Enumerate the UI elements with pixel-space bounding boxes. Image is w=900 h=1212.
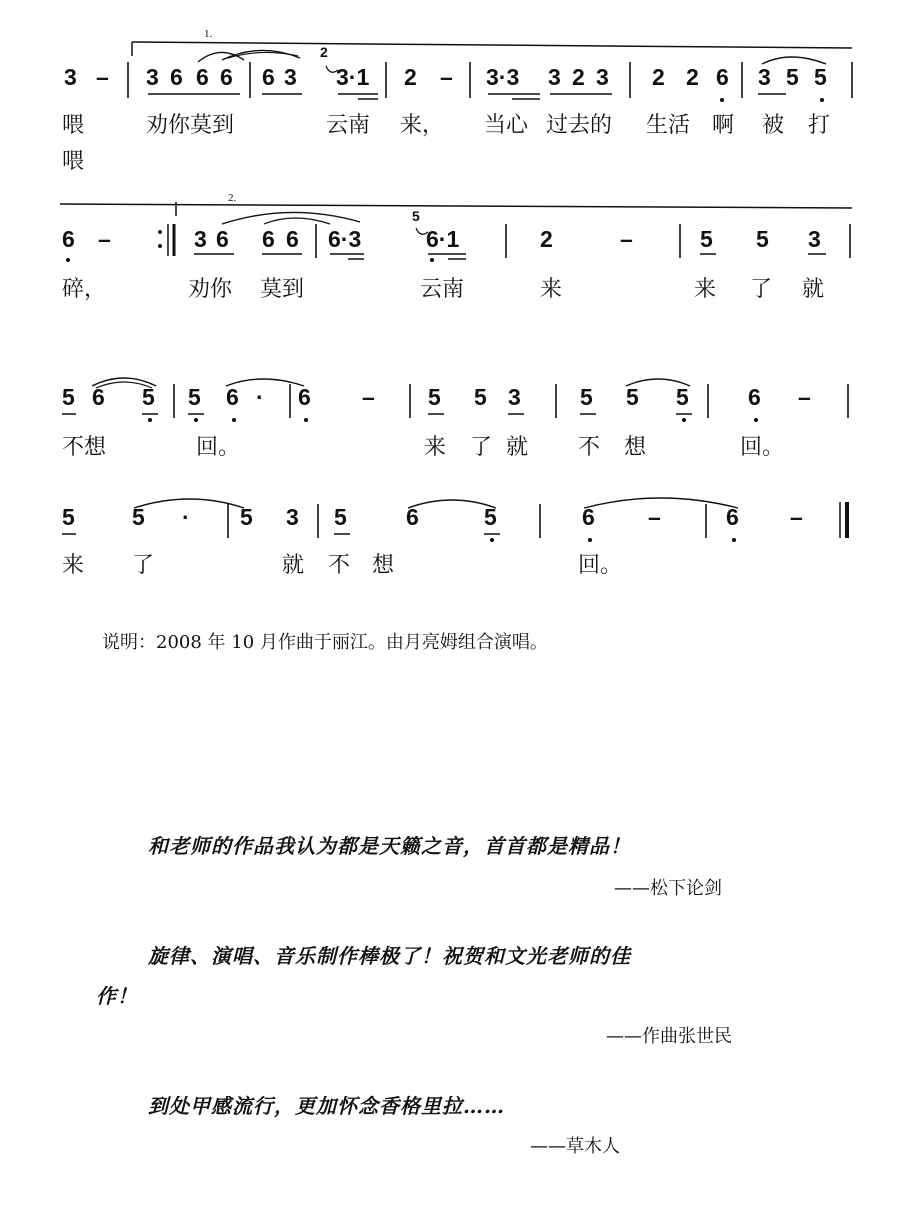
lyric: 就 xyxy=(506,435,529,460)
lyric: 啊 xyxy=(712,113,735,138)
grace-note: 5 xyxy=(412,208,420,224)
note: 3 xyxy=(194,226,207,252)
aug-dot: · xyxy=(182,504,190,530)
note: 6 xyxy=(196,64,209,90)
note: 3 xyxy=(758,64,771,90)
note: 6 xyxy=(748,384,761,410)
note: 6 xyxy=(726,504,739,530)
lyric: 想 xyxy=(372,553,395,578)
note: 6 xyxy=(220,64,233,90)
note: 3 xyxy=(284,64,297,90)
dash: – xyxy=(98,226,111,252)
comment-text-continued: 作！ xyxy=(96,984,138,1008)
lyric: 就 xyxy=(802,277,825,302)
note: 5 xyxy=(62,384,75,410)
volta-1-label: 1. xyxy=(204,28,213,40)
note: 3 xyxy=(596,64,609,90)
dash: – xyxy=(798,384,811,410)
note: 2 xyxy=(572,64,585,90)
lyric: 云南 xyxy=(420,277,465,302)
note: 2 xyxy=(686,64,699,90)
lyric: 不想 xyxy=(62,435,107,460)
lyric: 过去的 xyxy=(546,113,613,138)
note: 6·1 xyxy=(426,226,460,252)
note: 6 xyxy=(406,504,419,530)
lyric: 不 xyxy=(578,435,601,460)
note: 5 xyxy=(580,384,593,410)
note: 5 xyxy=(62,504,75,530)
lyric: 当心 xyxy=(484,113,529,138)
note: 6 xyxy=(62,226,75,252)
lyric: 了 xyxy=(470,435,493,460)
note: 5 xyxy=(334,504,347,530)
lyric: 了 xyxy=(132,553,155,578)
comment-author: ——松下论剑 xyxy=(614,878,722,899)
dash: – xyxy=(362,384,375,410)
note: 6 xyxy=(716,64,729,90)
note: 5 xyxy=(814,64,827,90)
note: 3 xyxy=(286,504,299,530)
note: 6 xyxy=(262,64,275,90)
lyric: 回。 xyxy=(196,435,241,460)
dash: – xyxy=(648,504,661,530)
lyric: 被 xyxy=(762,113,785,138)
lyric: 莫到 xyxy=(260,277,305,302)
score-line-3-graphics xyxy=(0,360,900,440)
lyric: 劝你 xyxy=(188,277,233,302)
note: 5 xyxy=(132,504,145,530)
note: 6 xyxy=(216,226,229,252)
note: 3 xyxy=(64,64,77,90)
comment-text: 和老师的作品我认为都是天籁之音，首首都是精品！ xyxy=(148,834,631,858)
lyric: 来 xyxy=(540,277,563,302)
music-score xyxy=(0,0,900,600)
note: 6 xyxy=(298,384,311,410)
note: 3 xyxy=(808,226,821,252)
lyric: 来 xyxy=(694,277,717,302)
note: 6 xyxy=(226,384,239,410)
lyric: 生活 xyxy=(646,113,691,138)
note: 5 xyxy=(756,226,769,252)
lyric: 回。 xyxy=(578,553,623,578)
comment-author: ——草木人 xyxy=(530,1136,620,1157)
lyric: 想 xyxy=(624,435,647,460)
note: 6 xyxy=(170,64,183,90)
note: 5 xyxy=(142,384,155,410)
note: 5 xyxy=(626,384,639,410)
dash: – xyxy=(790,504,803,530)
lyric: 打 xyxy=(808,113,831,138)
note: 5 xyxy=(188,384,201,410)
note: 2 xyxy=(652,64,665,90)
lyric: 回。 xyxy=(740,435,785,460)
note: 5 xyxy=(676,384,689,410)
lyric: 碎， xyxy=(62,277,107,302)
note: 3 xyxy=(508,384,521,410)
comment-author: ——作曲张世民 xyxy=(606,1026,732,1047)
lyric: 来 xyxy=(424,435,447,460)
note: 6 xyxy=(286,226,299,252)
note: 5 xyxy=(428,384,441,410)
note: 3·1 xyxy=(336,64,370,90)
aug-dot: · xyxy=(256,384,264,410)
volta-2-label: 2. xyxy=(228,192,237,204)
dash: – xyxy=(440,64,453,90)
note: 5 xyxy=(786,64,799,90)
score-line-1-graphics xyxy=(0,0,900,200)
comment-text: 到处甲感流行，更加怀念香格里拉…… xyxy=(148,1094,505,1118)
lyric: 来， xyxy=(400,113,445,138)
note: 6 xyxy=(262,226,275,252)
dash: – xyxy=(620,226,633,252)
lyric: 云南 xyxy=(326,113,371,138)
note: 6 xyxy=(582,504,595,530)
comment-text: 旋律、演唱、音乐制作棒极了！祝贺和文光老师的佳 xyxy=(148,944,631,968)
note: 3·3 xyxy=(486,64,520,90)
note: 3 xyxy=(548,64,561,90)
note: 5 xyxy=(484,504,497,530)
composition-note: 说明：2008 年 10 月作曲于丽江。由月亮姆组合演唱。 xyxy=(102,632,548,653)
lyric: 劝你莫到 xyxy=(146,113,235,138)
lyric: 了 xyxy=(750,277,773,302)
grace-note: 2 xyxy=(320,44,328,60)
lyric-repeat: 喂 xyxy=(62,149,85,174)
lyric: 喂 xyxy=(62,113,85,138)
note: 6 xyxy=(92,384,105,410)
note: 5 xyxy=(700,226,713,252)
lyric: 来 xyxy=(62,553,85,578)
lyric: 就 xyxy=(282,553,305,578)
note: 6·3 xyxy=(328,226,362,252)
lyric: 不 xyxy=(328,553,351,578)
note: 5 xyxy=(474,384,487,410)
note: 5 xyxy=(240,504,253,530)
note: 3 xyxy=(146,64,159,90)
note: 2 xyxy=(540,226,553,252)
dash: – xyxy=(96,64,109,90)
note: 2 xyxy=(404,64,417,90)
